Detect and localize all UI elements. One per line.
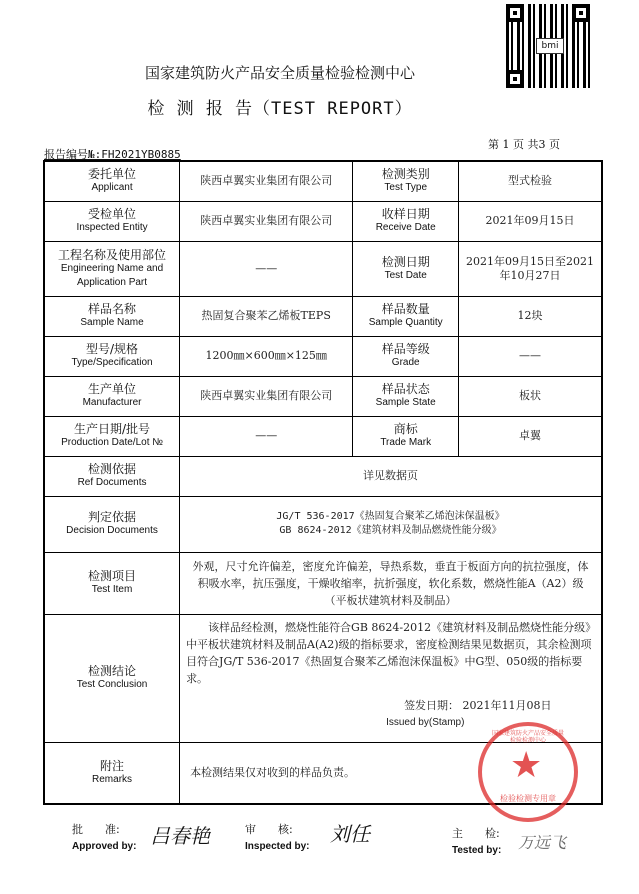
issue-date: 签发日期： 2021年11月08日 — [404, 698, 552, 712]
tested-signature: 万远飞 — [518, 833, 567, 852]
info-row — [44, 296, 602, 336]
label-en: Sample State — [375, 397, 436, 408]
remarks-value: 本检测结果仅对收到的样品负责。 — [180, 742, 602, 804]
label-cn: 受检单位 — [88, 207, 137, 221]
field-value: 卓翼 — [459, 416, 602, 456]
label-en: Grade — [391, 357, 420, 368]
approved-by — [72, 822, 136, 855]
field-value: 陕西卓翼实业集团有限公司 — [180, 376, 353, 416]
decision-row — [44, 496, 602, 552]
label-cn: 样品名称 — [88, 302, 137, 316]
label-cn: 商标 — [393, 422, 418, 436]
qr-finder — [572, 4, 590, 22]
info-row — [44, 241, 602, 296]
field-value: —— — [180, 416, 353, 456]
field-value: 板状 — [459, 376, 602, 416]
label-en: Remarks — [92, 773, 133, 785]
label-cn: 检测类别 — [381, 167, 430, 182]
tested-label-cn: 主 检: — [452, 827, 500, 840]
label-en: Applicant — [91, 182, 133, 194]
approved-signature: 吕春艳 — [150, 824, 210, 848]
label-en: Test Date — [384, 269, 427, 281]
info-row — [44, 416, 602, 456]
label-cn: 样品状态 — [381, 382, 430, 396]
label-en: Trade Mark — [380, 437, 432, 448]
page-info: 第 1 页 共3 页 — [488, 138, 560, 151]
field-value: 2021年09月15日至2021年10月27日 — [459, 241, 602, 296]
stamp-ring-text: 国家建筑防火产品安全质量检验检测中心 — [491, 730, 564, 744]
approved-label-cn: 批 准: — [72, 823, 120, 836]
label-en: Test Conclusion — [76, 679, 148, 690]
label-cn: 检测结论 — [88, 664, 137, 678]
qr-finder — [506, 4, 524, 22]
label-en: Type/Specification — [71, 357, 153, 368]
label-en: Test Type — [384, 182, 428, 194]
label-en: Production Date/Lot № — [61, 437, 163, 448]
info-row — [44, 161, 602, 201]
field-value: —— — [180, 241, 353, 296]
label-cn: 样品等级 — [381, 342, 430, 356]
tested-by — [452, 826, 501, 859]
label-cn: 检测日期 — [381, 254, 430, 269]
test-item-row — [44, 552, 602, 614]
field-value: —— — [459, 336, 602, 376]
field-value: 陕西卓翼实业集团有限公司 — [180, 161, 353, 201]
report-table — [43, 160, 603, 805]
test-item-value: 外观，尺寸允许偏差，密度允许偏差，导热系数，垂直于板面方向的抗拉强度，体积吸水率，抗压强度，干燥收缩率，抗折强度，软化系数，燃烧性能A（A2）级（平板状建筑材料及制品） — [180, 552, 602, 614]
conclusion-text: 该样品经检测，燃烧性能符合GB 8624-2012《建筑材料及制品燃烧性能分级》中平板状建筑材料及制品A(A2)级的指标要求，密度检测结果见数据页，其余检测项目符合JG/T 536-2017《热固复合聚苯乙烯泡沫保温板》中G型、050级的指标要求。 — [186, 620, 592, 685]
label-en: Manufacturer — [82, 397, 142, 408]
inspected-by — [245, 822, 309, 855]
label-cn: 检测依据 — [88, 462, 137, 476]
report-number: 报告编号№:FH2021YB0885 — [44, 148, 181, 161]
stamp-bottom-text: 检验检测专用章 — [500, 794, 556, 803]
decision-doc-2: GB 8624-2012《建筑材料及制品燃烧性能分级》 — [279, 525, 502, 536]
info-row — [44, 376, 602, 416]
label-cn: 工程名称及使用部位 — [58, 247, 167, 262]
field-value: 12块 — [459, 296, 602, 336]
label-en: Inspected Entity — [76, 222, 148, 233]
ref-row — [44, 456, 602, 496]
label-en: Sample Name — [80, 317, 144, 328]
field-value: 热固复合聚苯乙烯板TEPS — [180, 296, 353, 336]
label-en: Test Item — [91, 584, 133, 595]
label-cn: 收样日期 — [381, 207, 430, 221]
approved-label-en: Approved by: — [72, 841, 137, 852]
field-value: 陕西卓翼实业集团有限公司 — [180, 201, 353, 241]
field-value: 2021年09月15日 — [459, 201, 602, 241]
info-row — [44, 201, 602, 241]
label-cn: 生产单位 — [88, 382, 137, 396]
label-cn: 检测项目 — [88, 569, 137, 583]
label-en: Sample Quantity — [368, 317, 443, 328]
label-cn: 型号/规格 — [86, 342, 139, 356]
field-value: 1200㎜×600㎜×125㎜ — [180, 336, 353, 376]
field-value: 型式检验 — [459, 161, 602, 201]
ref-value: 详见数据页 — [180, 456, 602, 496]
report-title: 检 测 报 告（TEST REPORT） — [147, 99, 413, 119]
organization-name: 国家建筑防火产品安全质量检验检测中心 — [144, 64, 415, 82]
label-en: Ref Documents — [77, 477, 147, 488]
label-en: Engineering Name and Application Part — [60, 262, 164, 288]
label-cn: 生产日期/批号 — [74, 422, 151, 436]
label-cn: 样品数量 — [381, 302, 430, 316]
label-cn: 附注 — [100, 758, 125, 773]
official-stamp — [478, 722, 578, 822]
label-cn: 判定依据 — [88, 510, 137, 524]
info-row — [44, 336, 602, 376]
tested-label-en: Tested by: — [452, 845, 502, 856]
star-icon: ★ — [510, 745, 543, 786]
label-en: Receive Date — [375, 222, 436, 233]
decision-doc-1: JG/T 536-2017《热固复合聚苯乙烯泡沫保温板》 — [276, 511, 505, 522]
label-en: Decision Documents — [66, 525, 158, 536]
inspected-label-cn: 审 核: — [245, 823, 293, 836]
issued-by: Issued by(Stamp) — [386, 716, 465, 728]
inspected-signature: 刘任 — [330, 822, 370, 846]
label-cn: 委托单位 — [88, 167, 137, 182]
inspected-label-en: Inspected by: — [245, 841, 310, 852]
qr-logo: bmi — [536, 38, 564, 54]
